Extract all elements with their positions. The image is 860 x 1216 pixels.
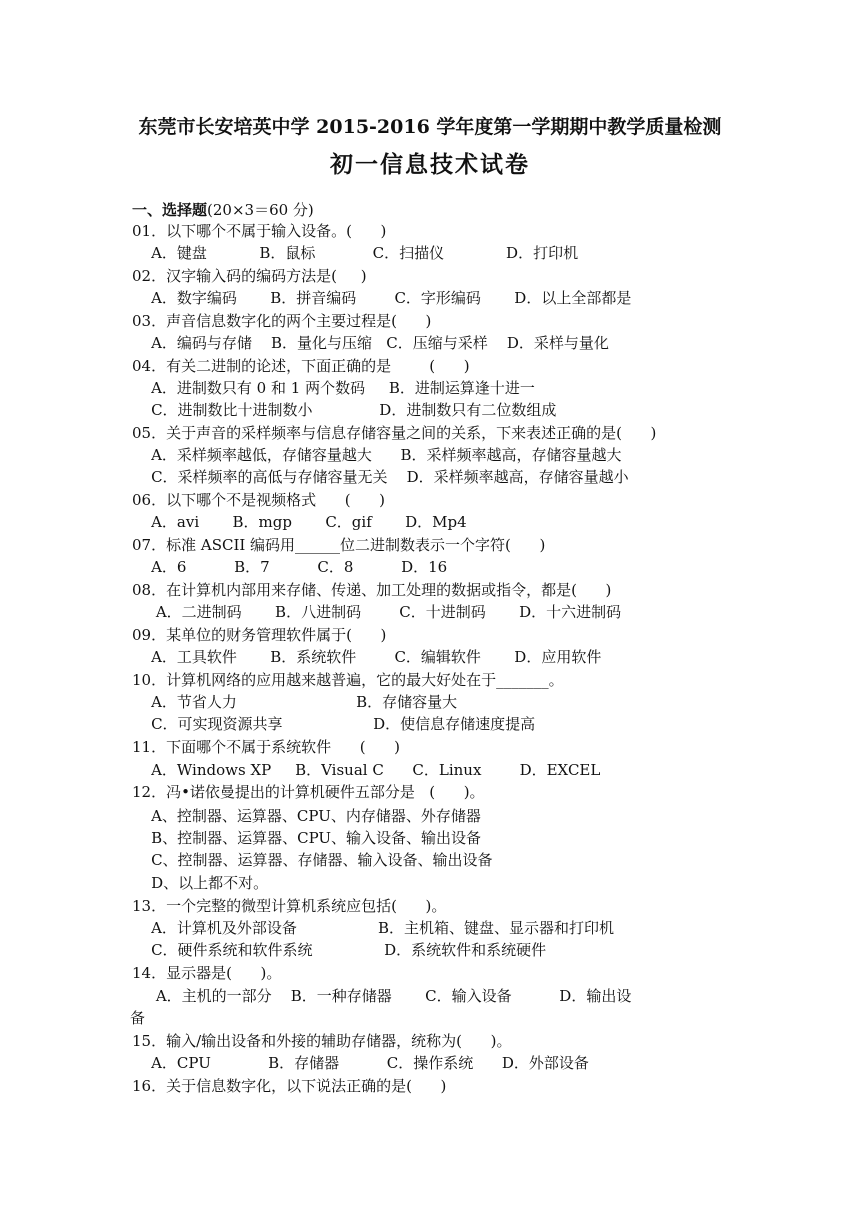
question-line: A．采样频率越低，存储容量越大 B．采样频率越高，存储容量越大 [132,446,622,464]
question-line: C．进制数比十进制数小 D．进制数只有二位数组成 [132,401,557,419]
question-line: A．数字编码 B．拼音编码 C．字形编码 D．以上全部都是 [132,289,632,307]
question-line: A．6 B．7 C．8 D．16 [132,558,448,576]
question-line: C、控制器、运算器、存储器、输入设备、输出设备 [132,851,493,869]
section-score: (20×3＝60 分) [207,201,314,219]
question-line: 09．某单位的财务管理软件属于( ) [132,626,387,644]
question-line: 04．有关二进制的论述，下面正确的是 ( ) [132,357,470,375]
question-line: 03．声音信息数字化的两个主要过程是( ) [132,312,432,330]
question-line: A．计算机及外部设备 B．主机箱、键盘、显示器和打印机 [132,919,614,937]
question-line: C．可实现资源共享 D．使信息存储速度提高 [132,715,536,733]
question-line: C．采样频率的高低与存储容量无关 D．采样频率越高，存储容量越小 [132,468,629,486]
question-line: 07．标准 ASCII 编码用______位二进制数表示一个字符( ) [132,536,546,554]
question-line: A．编码与存储 B．量化与压缩 C．压缩与采样 D．采样与量化 [132,334,609,352]
question-line: A．节省人力 B．存储容量大 [132,693,458,711]
question-line: 14．显示器是( )。 [132,964,282,982]
question-line: 15．输入/输出设备和外接的辅助存储器，统称为( )。 [132,1032,512,1050]
question-line: A．Windows XP B．Visual C C．Linux D．EXCEL [132,761,601,779]
question-line: A．键盘 B．鼠标 C．扫描仪 D．打印机 [132,244,579,262]
question-line: A．工具软件 B．系统软件 C．编辑软件 D．应用软件 [132,648,602,666]
question-line: D、以上都不对。 [132,874,269,892]
question-line: B、控制器、运算器、CPU、输入设备、输出设备 [132,829,482,847]
question-line: A．二进制码 B．八进制码 C．十进制码 D．十六进制码 [132,603,622,621]
question-line: 备 [130,1009,146,1027]
question-line: 06．以下哪个不是视频格式 ( ) [132,491,386,509]
question-line: 13．一个完整的微型计算机系统应包括( )。 [132,897,447,915]
question-line: A．进制数只有 0 和 1 两个数码 B．进制运算逢十进一 [132,379,535,397]
question-line: 05．关于声音的采样频率与信息存储容量之间的关系，下来表述正确的是( ) [132,424,657,442]
question-line: A．主机的一部分 B．一种存储器 C．输入设备 D．输出设 [132,987,632,1005]
question-line: 01．以下哪个不属于输入设备。( ) [132,222,387,240]
question-line: 02．汉字输入码的编码方法是( ) [132,267,367,285]
question-line: 11．下面哪个不属于系统软件 ( ) [132,738,401,756]
exam-title: 东莞市长安培英中学 2015-2016 学年度第一学期期中教学质量检测 [138,116,722,138]
question-line: A．avi B．mgp C．gif D．Mp4 [132,513,467,531]
question-line: 10．计算机网络的应用越来越普遍，它的最大好处在于_______。 [132,671,564,689]
question-line: 08．在计算机内部用来存储、传递、加工处理的数据或指令，都是( ) [132,581,612,599]
question-line: C．硬件系统和软件系统 D．系统软件和系统硬件 [132,941,547,959]
question-line: A、控制器、运算器、CPU、内存储器、外存储器 [132,807,481,825]
section-heading [132,199,314,220]
question-line: 12．冯•诺依曼提出的计算机硬件五部分是 ( )。 [132,783,485,801]
section-name: 一、选择题 [132,201,208,219]
question-line: A．CPU B．存储器 C．操作系统 D．外部设备 [132,1054,589,1072]
exam-subtitle: 初一信息技术试卷 [330,151,530,178]
question-line: 16．关于信息数字化，以下说法正确的是( ) [132,1077,447,1095]
